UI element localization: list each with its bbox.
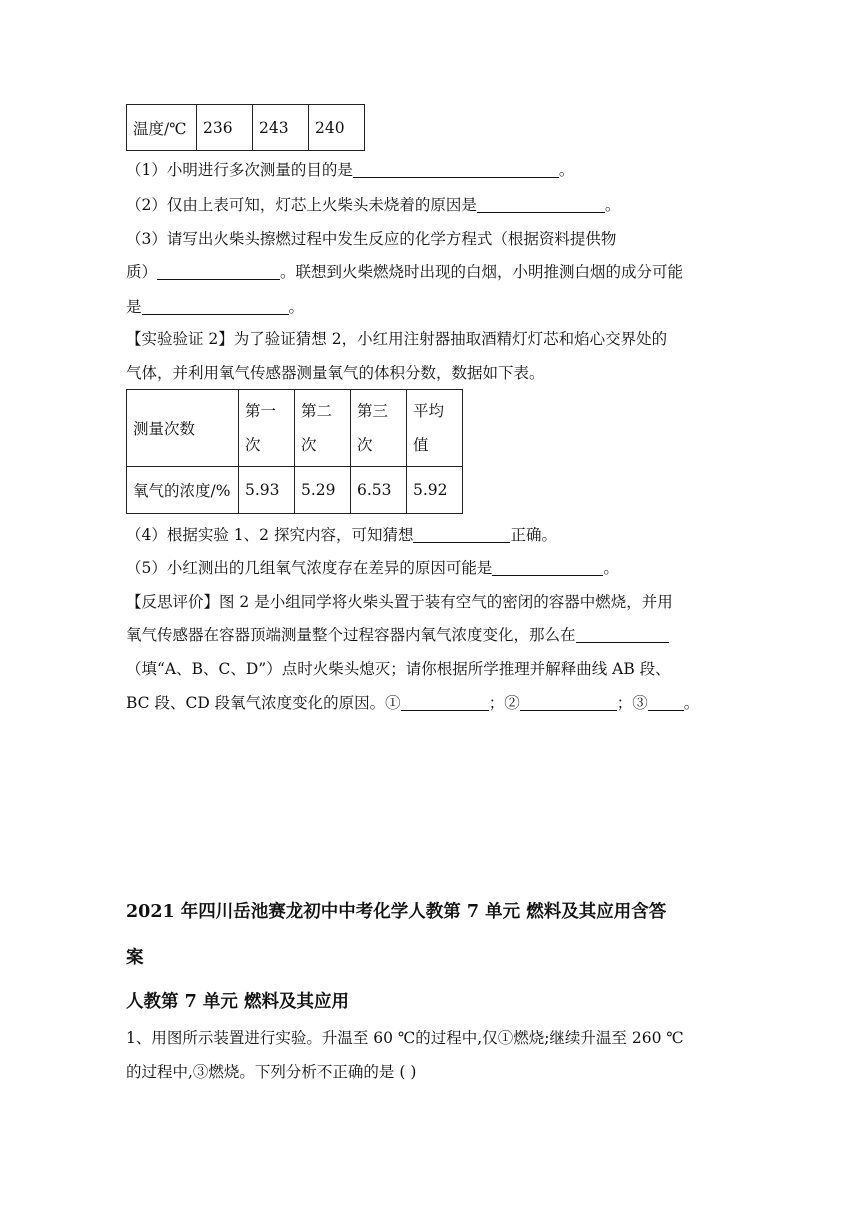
answer-blank[interactable] <box>520 693 617 711</box>
table-cell: 6.53 <box>351 467 407 514</box>
question-1-text: （1）小明进行多次测量的目的是 <box>126 161 353 179</box>
reflection-text: 。 <box>683 694 700 712</box>
answer-blank[interactable] <box>413 525 510 543</box>
answer-blank[interactable] <box>477 195 605 213</box>
answer-blank[interactable] <box>157 262 280 280</box>
table-header-cell: 第一 次 <box>239 390 295 467</box>
table-header-cell: 第三 次 <box>351 390 407 467</box>
reflection-line-1: 【反思评价】图 2 是小组同学将火柴头置于装有空气的密闭的容器中燃烧，并用 <box>126 593 673 611</box>
reflection-text: BC 段、CD 段氧气浓度变化的原因。① <box>126 694 401 712</box>
reflection-line-2 <box>126 623 669 645</box>
document-title-line-2: 案 <box>126 948 144 968</box>
table-header-cell: 第二 次 <box>295 390 351 467</box>
verification-2-line-2: 气体，并利用氧气传感器测量氧气的体积分数，数据如下表。 <box>126 364 545 382</box>
question-5-end: 。 <box>603 559 619 577</box>
question-1-end: 。 <box>558 161 575 179</box>
question-5-text: （5）小红测出的几组氧气浓度存在差异的原因可能是 <box>126 559 493 577</box>
question-4 <box>126 523 557 545</box>
temperature-value: 236 <box>197 105 253 151</box>
table-cell: 5.93 <box>239 467 295 514</box>
question-3-text: 。 <box>288 298 305 316</box>
question-item-1-line-2: 的过程中,③燃烧。下列分析不正确的是 ( ) <box>126 1063 417 1081</box>
question-3-text: 质） <box>126 263 158 281</box>
question-2 <box>126 193 620 215</box>
question-3-line-2 <box>126 260 683 282</box>
question-5 <box>126 556 619 578</box>
verification-2-line-1: 【实验验证 2】为了验证猜想 2，小红用注射器抽取酒精灯灯芯和焰心交界处的 <box>126 330 668 348</box>
question-4-text: （4）根据实验 1、2 探究内容，可知猜想 <box>126 526 414 544</box>
answer-blank[interactable] <box>576 625 669 643</box>
temperature-value: 240 <box>309 105 365 151</box>
question-2-end: 。 <box>604 196 621 214</box>
section-subtitle: 人教第 7 单元 燃料及其应用 <box>126 992 349 1012</box>
oxygen-concentration-label: 氧气的浓度/% <box>127 467 239 514</box>
reflection-line-3: （填“A、B、C、D”）点时火柴头熄灭；请你根据所学推理并解释曲线 AB 段、 <box>126 660 671 678</box>
answer-blank[interactable] <box>401 693 489 711</box>
answer-blank[interactable] <box>353 160 559 178</box>
question-3-line-3 <box>126 295 304 317</box>
reflection-text: ；② <box>488 694 520 712</box>
oxygen-table <box>126 389 463 514</box>
temperature-value: 243 <box>253 105 309 151</box>
question-3-text: 。联想到火柴燃烧时出现的白烟，小明推测白烟的成分可能 <box>280 263 684 281</box>
reflection-line-4 <box>126 691 699 713</box>
measurement-count-label: 测量次数 <box>127 390 239 467</box>
question-2-text: （2）仅由上表可知，灯芯上火柴头未烧着的原因是 <box>126 196 477 214</box>
answer-blank[interactable] <box>142 297 289 315</box>
table-cell: 5.29 <box>295 467 351 514</box>
table-cell: 5.92 <box>407 467 463 514</box>
question-1 <box>126 158 574 180</box>
temperature-label: 温度/℃ <box>127 105 197 151</box>
question-3-text: 是 <box>126 298 142 316</box>
reflection-text: ；③ <box>616 694 648 712</box>
question-4-end: 正确。 <box>510 526 557 544</box>
table-header-cell: 平均 值 <box>407 390 463 467</box>
document-title-line-1: 2021 年四川岳池赛龙初中中考化学人教第 7 单元 燃料及其应用含答 <box>126 902 667 922</box>
answer-blank[interactable] <box>648 693 684 711</box>
temperature-table <box>126 104 365 151</box>
reflection-text: 氧气传感器在容器顶端测量整个过程容器内氧气浓度变化，那么在 <box>126 626 576 644</box>
question-3-line-1: （3）请写出火柴头擦燃过程中发生反应的化学方程式（根据资料提供物 <box>126 230 617 248</box>
answer-blank[interactable] <box>492 558 603 576</box>
question-item-1-line-1: 1、用图所示装置进行实验。升温至 60 ℃的过程中,仅①燃烧;继续升温至 260 ℃ <box>126 1029 684 1047</box>
